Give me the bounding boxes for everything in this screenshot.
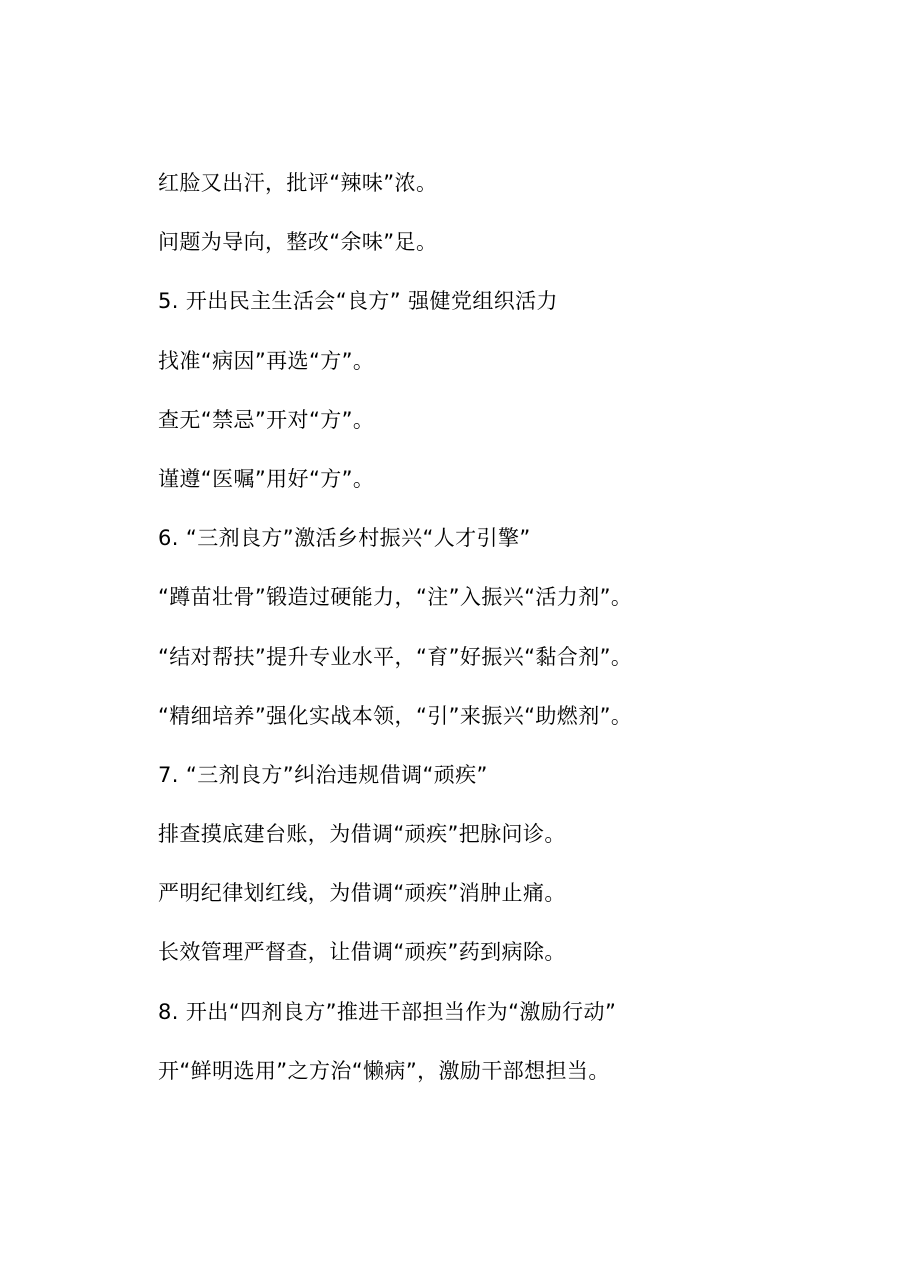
text-line: 找准“病因”再选“方”。	[158, 348, 375, 373]
text-line: 查无“禁忌”开对“方”。	[158, 407, 375, 432]
document-body	[158, 167, 858, 1114]
text-line: 问题为导向，整改“余味”足。	[158, 230, 438, 255]
section-heading: 5. 开出民主生活会“良方” 强健党组织活力	[158, 289, 558, 314]
text-line: “结对帮扶”提升专业水平，“育”好振兴“黏合剂”。	[158, 644, 633, 669]
section-heading: 6. “三剂良方”激活乡村振兴“人才引擎”	[158, 526, 531, 551]
text-line: “蹲苗壮骨”锻造过硬能力，“注”入振兴“活力剂”。	[158, 585, 633, 610]
text-line: 开“鲜明选用”之方治“懒病”，激励干部想担当。	[158, 1058, 610, 1083]
text-line: “精细培养”强化实战本领，“引”来振兴“助燃剂”。	[158, 703, 633, 728]
text-line: 谨遵“医嘱”用好“方”。	[158, 466, 375, 491]
text-line: 严明纪律划红线，为借调“顽疾”消肿止痛。	[158, 881, 566, 906]
text-line: 长效管理严督查，让借调“顽疾”药到病除。	[158, 940, 566, 965]
section-heading: 7. “三剂良方”纠治违规借调“顽疾”	[158, 762, 488, 787]
text-line: 排查摸底建台账，为借调“顽疾”把脉问诊。	[158, 822, 566, 847]
text-line: 红脸又出汗，批评“辣味”浓。	[158, 171, 438, 195]
section-heading: 8. 开出“四剂良方”推进干部担当作为“激励行动”	[158, 999, 617, 1024]
